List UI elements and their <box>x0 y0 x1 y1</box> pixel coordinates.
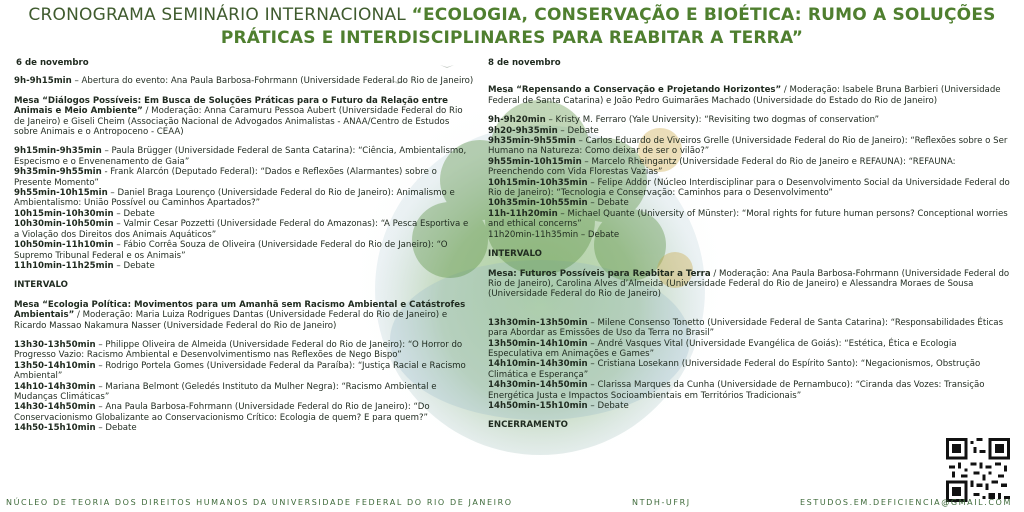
schedule-item <box>488 401 1010 411</box>
item-time: 9h55min-10h15min <box>14 188 108 199</box>
item-time: 14h30min-14h50min <box>488 380 588 391</box>
item-text: – Ana Paula Barbosa-Fohrmann (Universidade Federal do Rio de Janeiro): “Do Conservacionismo Globalizante ao Conservacionismo Crítico: Ecologia de quem? E para quem?” <box>14 402 430 423</box>
schedule-item <box>14 361 474 382</box>
title-prefix: CRONOGRAMA SEMINÁRIO INTERNACIONAL <box>28 5 412 25</box>
item-time: 14h50min-15h10min <box>488 400 588 411</box>
item-time: 13h50min-14h10min <box>488 338 588 349</box>
item-text: – Rodrigo Portela Gomes (Universidade Federal da Paraíba): “Justiça Racial e Racismo Ambiental” <box>14 360 466 382</box>
schedule-item <box>14 209 474 219</box>
item-text: – Valmir Cesar Pozzetti (Universidade Federal do Amazonas): “A Pesca Esportiva e a Violação dos Direitos dos Animais Aquáticos” <box>14 219 469 240</box>
qr-code-icon <box>946 438 1010 502</box>
item-text: – Debate <box>95 423 137 434</box>
item-time: 9h35min-9h55min <box>14 167 102 178</box>
item-time: 9h20-9h35min <box>488 125 558 136</box>
schedule-item <box>488 339 1010 360</box>
schedule-item <box>14 340 474 361</box>
mesa-moderation: / Moderação: Ana Paula Barbosa-Fohrmann (Universidade Federal do Rio de Janeiro), Carolina Alves d’Almeida (Universidade Federal do Rio de Janeiro) e Alessandra Moraes de Sousa (Universidade Federal do Rio de Janeiro) <box>488 268 1010 300</box>
item-time: 14h50-15h10min <box>14 423 96 434</box>
item-text: – Milene Consenso Tonetto (Universidade Federal de Santa Catarina): “Responsabilidades Éticas para Abordar as Emissões de Uso da Terra no Brasil” <box>488 317 1004 339</box>
item-time: 13h30min-13h50min <box>488 317 588 328</box>
day1-date: 6 de novembro <box>16 58 89 68</box>
schedule-item <box>14 402 474 423</box>
item-text: – Marcelo Rheingantz (Universidade Federal do Rio de Janeiro e REFAUNA): “REFAUNA: Preenchendo com Vida Florestas Vazias” <box>488 156 956 178</box>
item-time: 10h35min-10h55min <box>488 198 588 209</box>
item-time: 9h55min-10h15min <box>488 156 582 167</box>
schedule-item <box>488 230 1010 240</box>
item-text: – Fábio Corrêa Souza de Oliveira (Universidade Federal do Rio de Janeiro): “O Supremo Tribunal Federal e os Animais” <box>14 240 448 261</box>
schedule-item <box>14 219 474 240</box>
item-time: 10h15min-10h30min <box>14 208 114 219</box>
day1-schedule <box>14 58 474 434</box>
mesa-header <box>488 85 1010 106</box>
item-text: – Debate <box>113 260 155 271</box>
item-time: 9h-9h20min <box>488 115 546 126</box>
mesa-title: Mesa “Diálogos Possíveis: Em Busca de Soluções Práticas para o Futuro da Relação entre Animais e Meio Ambiente” <box>14 95 448 117</box>
day2-date: 8 de novembro <box>488 58 561 68</box>
item-text: – Debate <box>587 198 629 209</box>
item-text: – Debate <box>113 208 155 219</box>
item-time: 9h15min-9h35min <box>14 146 102 157</box>
item-time: 10h30min-10h50min <box>14 219 114 230</box>
item-text: – Michael Quante (University of Münster): “Moral rights for future human persons? Conceptional worries and ethical concerns” <box>488 208 1008 230</box>
intervalo-label: INTERVALO <box>488 249 542 260</box>
mesa-moderation: / Moderação: Isabele Bruna Barbieri (Universidade Federal de Santa Catarina) e João Pedro Guimarães Machado (Universidade do Estado do Rio de Janeiro) <box>488 85 1001 106</box>
footer-email[interactable]: ESTUDOS.EM.DEFICIENCIA@GMAIL.COM <box>800 498 1012 507</box>
footer-acronym: NTDH-UFRJ <box>632 498 691 507</box>
schedule-item <box>488 209 1010 230</box>
item-time: 14h30-14h50min <box>14 402 96 413</box>
item-text: – Carlos Eduardo de Viveiros Grelle (Universidade Federal do Rio de Janeiro): “Reflexões sobre o Ser Humano na Natureza: Como deixar de ser o vilão?” <box>488 136 1008 157</box>
item-time: 14h10-14h30min <box>14 381 96 392</box>
schedule-item <box>14 423 474 433</box>
item-text: 11h20min-11h35min – Debate <box>488 229 620 240</box>
item-time: 11h-11h20min <box>488 208 558 219</box>
schedule-item <box>488 380 1010 401</box>
title-theme: “ECOLOGIA, CONSERVAÇÃO E BIOÉTICA: RUMO A SOLUÇÕES PRÁTICAS E INTERDISCIPLINARES PARA REABITAR A TERRA” <box>220 5 996 48</box>
item-text: – Cristiana Losekann (Universidade Federal do Espírito Santo): “Negacionismos, Obstrução Climática e Esperança” <box>488 359 981 380</box>
mesa-header <box>14 300 474 331</box>
item-text: – Felipe Addor (Núcleo Interdisciplinar para o Desenvolvimento Social da Universidade Federal do Rio de Janeiro): “Tecnologia e Conservação: Caminhos para o Desenvolvimento” <box>488 177 1010 199</box>
mesa-title: Mesa “Ecologia Política: Movimentos para um Amanhã sem Racismo Ambiental e Catástrofes Ambientais” <box>14 299 466 321</box>
schedule-item <box>14 146 474 167</box>
item-time: 10h50min-11h10min <box>14 240 114 251</box>
item-time: 14h10min-14h30min <box>488 359 588 370</box>
item-text: – Kristy M. Ferraro (Yale University): “Revisiting two dogmas of conservation” <box>545 115 880 126</box>
page-title <box>0 4 1024 50</box>
item-text: – André Vasques Vital (Universidade Evangélica de Goiás): “Estética, Ética e Ecologia Especulativa em Animações e Games” <box>488 338 957 359</box>
item-text: – Debate <box>557 125 599 136</box>
schedule-item <box>488 136 1010 157</box>
item-time: 9h-9h15min <box>14 76 72 87</box>
intervalo-label: INTERVALO <box>14 280 68 291</box>
mesa-moderation: / Moderação: Anna Caramuru Pessoa Aubert (Universidade Federal do Rio de Janeiro) e Giseli Cheim (Associação Nacional de Advogados Animalistas - ANAA/Centro de Estudos sobre Animais e o Antropoceno - CEAA) <box>14 106 463 138</box>
item-time: 10h15min-10h35min <box>488 177 588 188</box>
schedule-item <box>488 157 1010 178</box>
footer <box>0 498 1024 512</box>
schedule-item <box>488 115 1010 125</box>
mesa-moderation: / Moderação: Maria Luiza Rodrigues Dantas (Universidade Federal do Rio de Janeiro) e Ricardo Massao Nakamura Nasser (Universidade Federal do Rio de Janeiro) <box>14 310 448 331</box>
item-text: - Frank Alarcón (Deputado Federal): “Dados e Reflexões (Alarmantes) sobre o Presente Momento” <box>14 167 437 188</box>
item-time: 13h30-13h50min <box>14 339 96 350</box>
schedule-item <box>488 178 1010 199</box>
item-text: – Abertura do evento: Ana Paula Barbosa-Fohrmann (Universidade Federal do Rio de Janeiro) <box>71 76 474 87</box>
mesa-title: Mesa: Futuros Possíveis para Reabitar a Terra <box>488 268 711 279</box>
item-time: 13h50-14h10min <box>14 360 96 371</box>
schedule-item <box>488 318 1010 339</box>
day2-schedule <box>488 58 1010 431</box>
item-text: – Clarissa Marques da Cunha (Universidade de Pernambuco): “Ciranda das Vozes: Transição Energética Justa e Impactos Socioambientais em Territórios Tradicionais” <box>488 380 985 401</box>
schedule-item <box>14 167 474 188</box>
item-text: – Paula Brügger (Universidade Federal de Santa Catarina): “Ciência, Ambientalismo, Especismo e o Envenenamento de Gaia” <box>14 146 467 167</box>
footer-institution: NÚCLEO DE TEORIA DOS DIREITOS HUMANOS DA UNIVERSIDADE FEDERAL DO RIO DE JANEIRO <box>6 498 513 507</box>
item-text: – Daniel Braga Lourenço (Universidade Federal do Rio de Janeiro): Animalismo e Ambientalismo: União Possível ou Caminhos Apartados?” <box>14 188 455 209</box>
mesa-header <box>14 96 474 138</box>
mesa-title: Mesa “Repensando a Conservação e Projetando Horizontes” <box>488 85 782 96</box>
item-text: – Mariana Belmont (Geledés Instituto da Mulher Negra): “Racismo Ambiental e Mudanças Climáticas” <box>14 381 437 402</box>
item-text: – Debate <box>587 400 629 411</box>
item-time: 9h35min-9h55min <box>488 136 576 147</box>
schedule-item <box>488 126 1010 136</box>
schedule-item <box>14 382 474 403</box>
schedule-item <box>488 359 1010 380</box>
schedule-item <box>14 261 474 271</box>
schedule-item <box>14 188 474 209</box>
schedule-item <box>14 76 474 86</box>
item-text: – Philippe Oliveira de Almeida (Universidade Federal do Rio de Janeiro): “O Horror do Progresso Vazio: Racismo Ambiental e Desenvolvimentismo nas Reflexões de Nego Bispo” <box>14 339 463 361</box>
schedule-item <box>14 240 474 261</box>
item-time: 11h10min-11h25min <box>14 260 114 271</box>
encerramento-label: ENCERRAMENTO <box>488 420 568 431</box>
mesa-header <box>488 269 1010 300</box>
schedule-item <box>488 198 1010 208</box>
